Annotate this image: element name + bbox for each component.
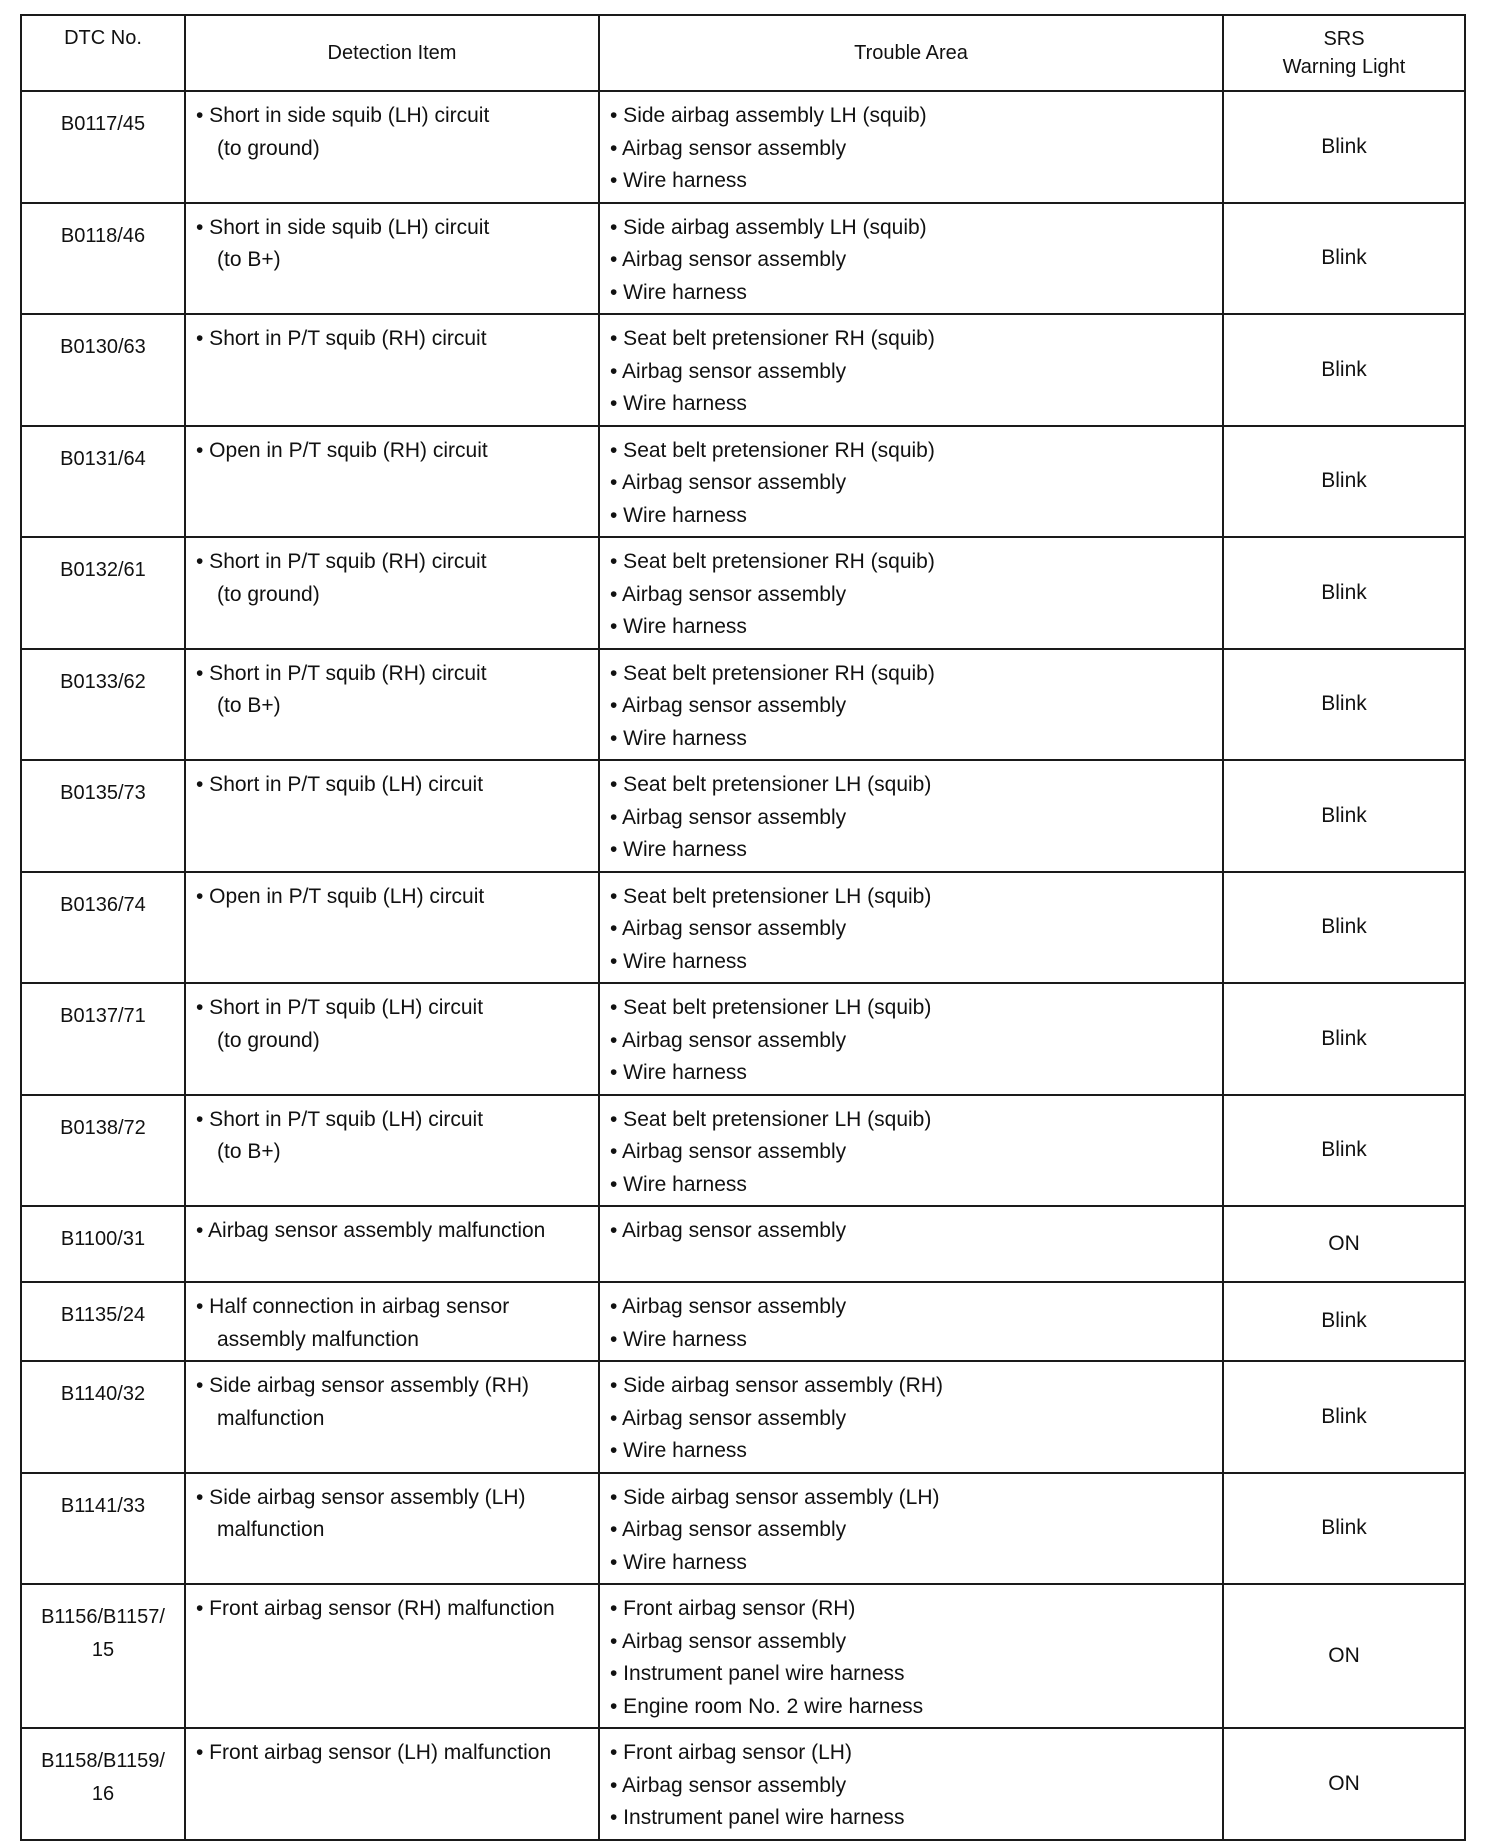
header-dtc: DTC No. <box>21 15 185 91</box>
srs-warning-light-cell <box>1223 1095 1465 1207</box>
trouble-area-item: • Airbag sensor assembly <box>610 1295 847 1318</box>
detection-item-continuation: (to ground) <box>217 582 320 606</box>
table-row <box>21 203 1465 315</box>
trouble-area-cell <box>599 1361 1223 1473</box>
srs-warning-light-status: Blink <box>1321 1026 1367 1050</box>
table-row <box>21 537 1465 649</box>
detection-item-continuation: assembly malfunction <box>217 1327 419 1351</box>
dtc-code-cell <box>21 649 185 761</box>
table-row <box>21 983 1465 1095</box>
trouble-area-cell <box>599 1473 1223 1585</box>
trouble-area-item: • Seat belt pretensioner LH (squib) <box>610 1107 932 1131</box>
srs-warning-light-cell <box>1223 1206 1465 1282</box>
trouble-area-item: • Front airbag sensor (RH) <box>610 1597 856 1620</box>
dtc-table-body <box>21 91 1465 1840</box>
srs-warning-light-status: Blink <box>1321 1138 1367 1161</box>
header-row <box>21 15 1465 91</box>
detection-item-text: • Short in P/T squib (LH) circuit <box>196 1107 484 1131</box>
dtc-code-cell <box>21 1206 185 1282</box>
header-detection-item: Detection Item <box>185 15 599 91</box>
detection-item-text: • Short in side squib (LH) circuit <box>196 104 490 127</box>
detection-item-continuation: malfunction <box>217 1518 325 1541</box>
detection-item-cell <box>185 1728 599 1840</box>
detection-item-text: • Short in P/T squib (RH) circuit <box>196 327 487 350</box>
detection-item-cell <box>185 649 599 761</box>
trouble-area-item: • Wire harness <box>610 949 747 973</box>
detection-item-continuation: (to ground) <box>217 136 320 160</box>
trouble-area-item: • Wire harness <box>610 1327 747 1351</box>
srs-warning-light-status: ON <box>1328 1231 1360 1255</box>
srs-warning-light-status: Blink <box>1321 692 1367 715</box>
srs-warning-light-cell <box>1223 537 1465 649</box>
detection-item-text: • Front airbag sensor (LH) malfunction <box>196 1741 552 1764</box>
header-warning-light-label: Warning Light <box>1282 56 1406 78</box>
dtc-code: B0131/64 <box>60 447 146 470</box>
dtc-code: B1158/B1159/ 16 <box>41 1750 165 1805</box>
srs-warning-light-status: Blink <box>1321 246 1367 269</box>
trouble-area-cell <box>599 760 1223 872</box>
detection-item-text: • Open in P/T squib (RH) circuit <box>196 438 488 462</box>
dtc-table <box>20 14 1466 1841</box>
trouble-area-item: • Airbag sensor assembly <box>610 1629 847 1653</box>
trouble-area-cell <box>599 649 1223 761</box>
trouble-area-cell <box>599 983 1223 1095</box>
table-row <box>21 91 1465 203</box>
srs-warning-light-cell <box>1223 91 1465 203</box>
dtc-code: B0133/62 <box>60 670 146 693</box>
detection-item-continuation: (to B+) <box>217 248 281 271</box>
trouble-area-item: • Side airbag assembly LH (squib) <box>610 104 927 127</box>
detection-item-cell <box>185 1473 599 1585</box>
srs-warning-light-status: ON <box>1328 1643 1360 1667</box>
trouble-area-item: • Seat belt pretensioner LH (squib) <box>610 996 932 1019</box>
trouble-area-item: • Seat belt pretensioner RH (squib) <box>610 327 935 350</box>
trouble-area-cell <box>599 1095 1223 1207</box>
dtc-code: B1135/24 <box>60 1304 146 1326</box>
trouble-area-item: • Airbag sensor assembly <box>610 471 847 494</box>
dtc-code-cell <box>21 1584 185 1728</box>
srs-warning-light-cell <box>1223 872 1465 984</box>
trouble-area-item: • Seat belt pretensioner RH (squib) <box>610 550 935 573</box>
trouble-area-item: • Airbag sensor assembly <box>610 694 847 717</box>
detection-item-cell <box>185 314 599 426</box>
dtc-code: B0117/45 <box>60 113 146 135</box>
srs-warning-light-cell <box>1223 1584 1465 1728</box>
srs-warning-light-status: ON <box>1328 1771 1360 1795</box>
trouble-area-item: • Airbag sensor assembly <box>610 1773 847 1797</box>
trouble-area-cell <box>599 203 1223 315</box>
detection-item-cell <box>185 1361 599 1473</box>
srs-warning-light-cell <box>1223 1473 1465 1585</box>
detection-item-text: • Short in P/T squib (RH) circuit <box>196 550 487 573</box>
trouble-area-item: • Airbag sensor assembly <box>610 1140 847 1163</box>
detection-item-text: • Short in side squib (LH) circuit <box>196 215 490 239</box>
detection-item-continuation: (to ground) <box>217 1028 320 1052</box>
dtc-code: B0135/73 <box>60 782 146 804</box>
dtc-code-cell <box>21 1361 185 1473</box>
detection-item-cell <box>185 426 599 538</box>
dtc-code: B1141/33 <box>60 1494 146 1517</box>
detection-item-cell <box>185 1206 599 1282</box>
trouble-area-item: • Side airbag sensor assembly (RH) <box>610 1374 943 1397</box>
detection-item-text: • Open in P/T squib (LH) circuit <box>196 884 485 908</box>
detection-item-continuation: (to B+) <box>217 1140 281 1163</box>
table-row <box>21 1361 1465 1473</box>
srs-warning-light-status: Blink <box>1321 469 1367 492</box>
trouble-area-cell <box>599 537 1223 649</box>
trouble-area-cell <box>599 91 1223 203</box>
srs-warning-light-status: Blink <box>1321 1309 1367 1333</box>
detection-item-cell <box>185 537 599 649</box>
table-row <box>21 314 1465 426</box>
srs-warning-light-status: Blink <box>1321 1516 1367 1539</box>
srs-warning-light-cell <box>1223 1282 1465 1361</box>
dtc-code-cell <box>21 1473 185 1585</box>
dtc-code: B0118/46 <box>60 224 146 247</box>
srs-warning-light-cell <box>1223 1361 1465 1473</box>
dtc-code: B0130/63 <box>60 336 146 358</box>
detection-item-cell <box>185 1584 599 1728</box>
detection-item-cell <box>185 760 599 872</box>
dtc-code: B1156/B1157/ 15 <box>41 1606 165 1661</box>
table-row <box>21 426 1465 538</box>
trouble-area-item: • Airbag sensor assembly <box>610 917 847 940</box>
trouble-area-item: • Instrument panel wire harness <box>610 1662 905 1685</box>
table-row <box>21 1282 1465 1361</box>
dtc-code-cell <box>21 426 185 538</box>
trouble-area-cell <box>599 1728 1223 1840</box>
trouble-area-item: • Airbag sensor assembly <box>610 805 847 829</box>
trouble-area-item: • Seat belt pretensioner RH (squib) <box>610 438 935 462</box>
detection-item-cell <box>185 91 599 203</box>
detection-item-text: • Side airbag sensor assembly (LH) <box>196 1485 526 1509</box>
trouble-area-item: • Wire harness <box>610 503 747 527</box>
srs-warning-light-cell <box>1223 760 1465 872</box>
dtc-code-cell <box>21 1728 185 1840</box>
dtc-code: B0137/71 <box>60 1005 146 1027</box>
dtc-code: B0136/74 <box>60 893 146 916</box>
table-row <box>21 649 1465 761</box>
srs-warning-light-cell <box>1223 314 1465 426</box>
dtc-code-cell <box>21 537 185 649</box>
dtc-code-cell <box>21 872 185 984</box>
dtc-code-cell <box>21 1095 185 1207</box>
trouble-area-item: • Airbag sensor assembly <box>610 136 847 160</box>
srs-warning-light-status: Blink <box>1321 580 1367 604</box>
srs-warning-light-cell <box>1223 649 1465 761</box>
trouble-area-item: • Instrument panel wire harness <box>610 1806 905 1829</box>
table-row <box>21 872 1465 984</box>
dtc-code: B1140/32 <box>60 1383 146 1405</box>
srs-warning-light-status: Blink <box>1321 915 1367 938</box>
detection-item-cell <box>185 983 599 1095</box>
trouble-area-cell <box>599 1584 1223 1728</box>
trouble-area-item: • Wire harness <box>610 726 747 750</box>
trouble-area-item: • Side airbag assembly LH (squib) <box>610 215 927 239</box>
table-row <box>21 1206 1465 1282</box>
trouble-area-item: • Wire harness <box>610 1439 747 1462</box>
detection-item-text: • Half connection in airbag sensor <box>196 1295 510 1318</box>
detection-item-cell <box>185 872 599 984</box>
trouble-area-item: • Airbag sensor assembly <box>610 359 847 383</box>
trouble-area-item: • Airbag sensor assembly <box>610 582 847 606</box>
trouble-area-cell <box>599 1282 1223 1361</box>
trouble-area-item: • Wire harness <box>610 1172 747 1196</box>
table-row <box>21 1095 1465 1207</box>
detection-item-cell <box>185 203 599 315</box>
trouble-area-item: • Wire harness <box>610 169 747 192</box>
table-row <box>21 1728 1465 1840</box>
srs-warning-light-cell <box>1223 426 1465 538</box>
trouble-area-item: • Seat belt pretensioner LH (squib) <box>610 884 932 908</box>
srs-warning-light-status: Blink <box>1321 134 1367 158</box>
dtc-code-cell <box>21 91 185 203</box>
srs-warning-light-status: Blink <box>1321 803 1367 827</box>
trouble-area-item: • Airbag sensor assembly <box>610 1219 847 1242</box>
detection-item-text: • Airbag sensor assembly malfunction <box>196 1219 546 1242</box>
srs-warning-light-cell <box>1223 1728 1465 1840</box>
trouble-area-item: • Wire harness <box>610 615 747 638</box>
dtc-code-cell <box>21 203 185 315</box>
trouble-area-cell <box>599 426 1223 538</box>
dtc-code-cell <box>21 760 185 872</box>
header-trouble-area: Trouble Area <box>599 15 1223 91</box>
trouble-area-cell <box>599 314 1223 426</box>
detection-item-text: • Side airbag sensor assembly (RH) <box>196 1374 529 1397</box>
srs-warning-light-cell <box>1223 983 1465 1095</box>
detection-item-text: • Short in P/T squib (LH) circuit <box>196 996 484 1019</box>
detection-item-cell <box>185 1282 599 1361</box>
header-srs-warning-light <box>1223 15 1465 91</box>
srs-warning-light-cell <box>1223 203 1465 315</box>
detection-item-text: • Short in P/T squib (LH) circuit <box>196 773 484 796</box>
trouble-area-item: • Wire harness <box>610 838 747 861</box>
dtc-code-cell <box>21 1282 185 1361</box>
trouble-area-item: • Wire harness <box>610 1550 747 1574</box>
detection-item-continuation: (to B+) <box>217 694 281 717</box>
trouble-area-item: • Airbag sensor assembly <box>610 248 847 271</box>
trouble-area-cell <box>599 872 1223 984</box>
dtc-code-cell <box>21 314 185 426</box>
detection-item-cell <box>185 1095 599 1207</box>
header-srs-label: SRS <box>1323 28 1365 50</box>
dtc-code: B1100/31 <box>60 1228 146 1250</box>
table-row <box>21 1473 1465 1585</box>
detection-item-text: • Short in P/T squib (RH) circuit <box>196 661 487 685</box>
trouble-area-item: • Seat belt pretensioner LH (squib) <box>610 773 932 796</box>
dtc-code-cell <box>21 983 185 1095</box>
trouble-area-item: • Wire harness <box>610 1061 747 1084</box>
trouble-area-item: • Side airbag sensor assembly (LH) <box>610 1485 940 1509</box>
srs-warning-light-status: Blink <box>1321 1404 1367 1428</box>
trouble-area-item: • Airbag sensor assembly <box>610 1028 847 1052</box>
dtc-code: B0132/61 <box>60 559 146 581</box>
detection-item-continuation: malfunction <box>217 1406 325 1430</box>
trouble-area-item: • Seat belt pretensioner RH (squib) <box>610 661 935 685</box>
table-row <box>21 760 1465 872</box>
srs-warning-light-status: Blink <box>1321 357 1367 381</box>
dtc-code: B0138/72 <box>60 1116 146 1139</box>
trouble-area-item: • Wire harness <box>610 392 747 415</box>
trouble-area-item: • Airbag sensor assembly <box>610 1518 847 1541</box>
trouble-area-cell <box>599 1206 1223 1282</box>
trouble-area-item: • Engine room No. 2 wire harness <box>610 1694 924 1718</box>
detection-item-text: • Front airbag sensor (RH) malfunction <box>196 1597 555 1620</box>
trouble-area-item: • Wire harness <box>610 280 747 304</box>
trouble-area-item: • Airbag sensor assembly <box>610 1406 847 1430</box>
table-row <box>21 1584 1465 1728</box>
trouble-area-item: • Front airbag sensor (LH) <box>610 1741 852 1764</box>
